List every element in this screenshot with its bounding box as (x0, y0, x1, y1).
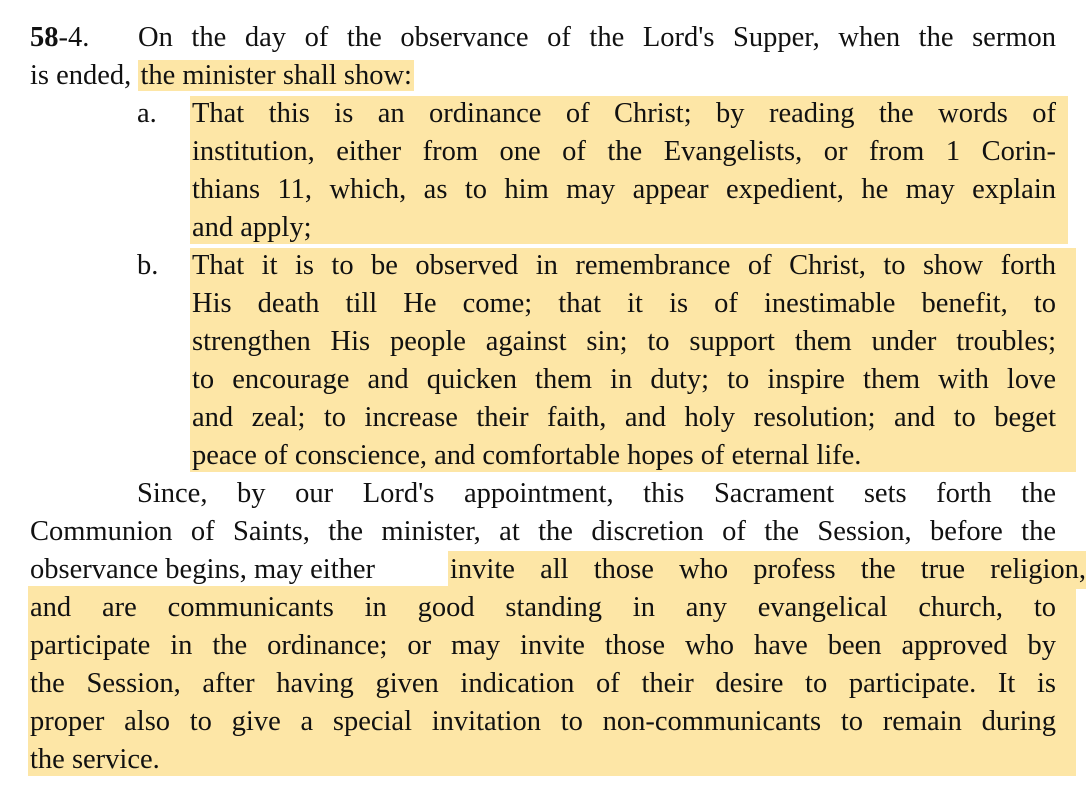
intro-line-2-highlight: the minister shall show: (140, 60, 412, 91)
closing-line-8: the service. (30, 744, 160, 775)
item-b-line-1: That it is to be observed in remembrance of Christ, to show forth (192, 250, 1056, 281)
item-a-marker: a. (137, 98, 157, 129)
item-b-line-6: peace of conscience, and comfortable hopes of eternal life. (192, 440, 862, 471)
item-b-line-5: and zeal; to increase their faith, and holy resolution; and to beget (192, 402, 1056, 433)
closing-line-3 (30, 551, 1086, 589)
item-a-line-2: institution, either from one of the Evangelists, or from 1 Corin- (192, 136, 1056, 167)
intro-line-2-plain: is ended, (30, 60, 132, 91)
closing-line-3-highlight: invite all those who profess the true religion, (448, 551, 1086, 589)
section-line-1 (30, 19, 1056, 57)
item-a-line-4: and apply; (192, 212, 312, 243)
closing-line-5: participate in the ordinance; or may invite those who have been approved by (30, 630, 1056, 661)
section-line-2 (30, 57, 414, 95)
item-b-line-2: His death till He come; that it is of inestimable benefit, to (192, 288, 1056, 319)
item-b-line-4: to encourage and quicken them in duty; to inspire them with love (192, 364, 1056, 395)
closing-line-4: and are communicants in good standing in any evangelical church, to (30, 592, 1056, 623)
item-a-line-1: That this is an ordinance of Christ; by reading the words of (192, 98, 1056, 129)
closing-line-6: the Session, after having given indication of their desire to participate. It is (30, 668, 1056, 699)
closing-line-7: proper also to give a special invitation to non-communicants to remain during (30, 706, 1056, 737)
item-b-marker: b. (137, 250, 159, 281)
item-a-line-3: thians 11, which, as to him may appear expedient, he may explain (192, 174, 1056, 205)
closing-line-2: Communion of Saints, the minister, at the discretion of the Session, before the (30, 516, 1056, 547)
closing-line-3-plain: observance begins, may either (30, 554, 376, 585)
intro-line-1: On the day of the observance of the Lord's Supper, when the sermon (138, 22, 1056, 53)
section-number: 58-4. (30, 22, 90, 53)
item-b-line-3: strengthen His people against sin; to support them under troubles; (192, 326, 1056, 357)
closing-line-1: Since, by our Lord's appointment, this Sacrament sets forth the (137, 478, 1056, 509)
